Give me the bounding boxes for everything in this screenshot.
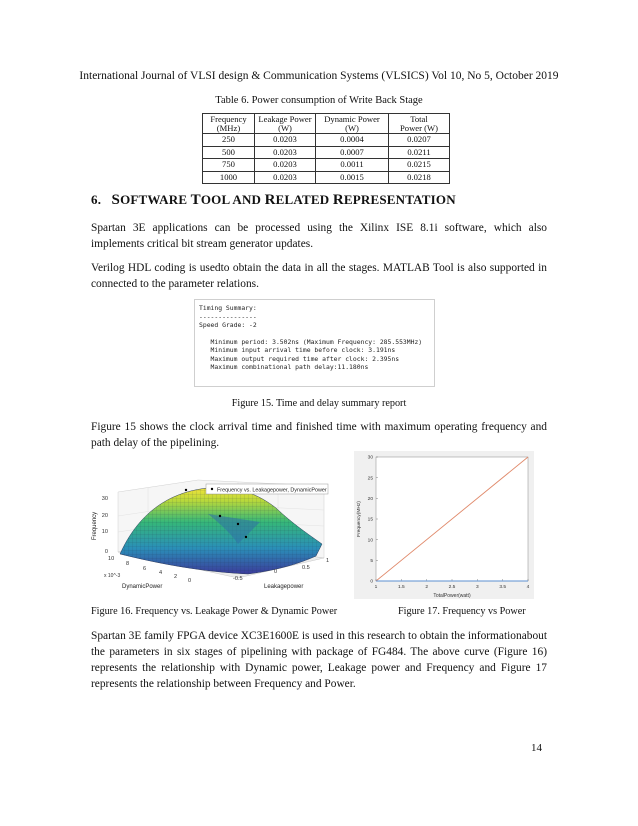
table-cell: 250 bbox=[203, 134, 255, 147]
surface-plot bbox=[88, 474, 350, 594]
x-tick: 4 bbox=[159, 570, 163, 576]
paragraph-3: Figure 15 shows the clock arrival time and finished time with maximum operating frequency and path delay of the pipelining. bbox=[91, 421, 547, 449]
z-tick: 0 bbox=[104, 549, 108, 555]
table-cell: 0.0207 bbox=[389, 134, 450, 147]
y-tick-label: 15 bbox=[367, 517, 373, 523]
y-axis-label: Leakagepower bbox=[264, 584, 304, 590]
y-tick-label: 30 bbox=[367, 455, 373, 461]
table-cell: 0.0203 bbox=[255, 134, 316, 147]
x-axis-label: DynamicPower bbox=[122, 584, 163, 590]
timing-line: Minimum period: 3.502ns (Maximum Frequency: 285.553MHz) bbox=[199, 337, 423, 346]
x-tick: 2 bbox=[174, 574, 178, 580]
table-row bbox=[203, 171, 450, 184]
data-point bbox=[245, 536, 247, 538]
timing-line: Maximum output required time after clock: 2.395ns bbox=[199, 354, 400, 363]
table-cell: 500 bbox=[203, 146, 255, 159]
x-exponent: x 10^-3 bbox=[104, 573, 121, 579]
figure-15-caption: Figure 15. Time and delay summary report bbox=[231, 398, 407, 409]
table-row bbox=[203, 134, 450, 147]
timing-report bbox=[194, 299, 435, 387]
z-tick: 30 bbox=[101, 496, 108, 502]
z-tick: 10 bbox=[101, 529, 108, 535]
y-tick-label: 20 bbox=[367, 496, 373, 502]
table-cell: 1000 bbox=[203, 171, 255, 184]
timing-line: Minimum input arrival time before clock: 3.191ns bbox=[199, 346, 396, 354]
table-row bbox=[203, 159, 450, 172]
table-cell: 0.0004 bbox=[316, 134, 389, 147]
y-tick: 1 bbox=[326, 558, 330, 564]
y-tick-label: 10 bbox=[367, 538, 373, 544]
paragraph-4: Spartan 3E family FPGA device XC3E1600E is used in this research to obtain the informationabout the parameters in six stages of pipelining with package of FG484. The above curve (Figure 16) represents the relationship with Dynamic power, Leakage power and Frequency and Figure 17 represents the relationship between Frequency and Power. bbox=[91, 630, 547, 690]
paragraph-1: Spartan 3E applications can be processed using the Xilinx ISE 8.1i software, which also implements critical bit stream generator updates. bbox=[91, 222, 547, 250]
col-frequency: Frequency (MHz) bbox=[203, 114, 255, 134]
power-table bbox=[202, 113, 450, 184]
page-number: 14 bbox=[531, 742, 542, 754]
x-tick: 6 bbox=[143, 566, 147, 572]
table-cell: 0.0011 bbox=[316, 159, 389, 172]
data-point bbox=[237, 523, 239, 525]
x-tick-label: 3.5 bbox=[499, 585, 507, 590]
paragraph-2: Verilog HDL coding is usedto obtain the data in all the stages. MATLAB Tool is also supported in connected to the parameter relations. bbox=[91, 262, 547, 290]
journal-header: International Journal of VLSI design & Communication Systems (VLSICS) Vol 10, No 5, October 2019 bbox=[79, 70, 559, 82]
x-tick-label: 3 bbox=[475, 585, 479, 590]
y-axis-label: Frequency(MHz) bbox=[357, 501, 362, 537]
table-cell: 0.0203 bbox=[255, 146, 316, 159]
x-tick: 8 bbox=[126, 561, 130, 567]
x-tick-label: 1 bbox=[374, 585, 378, 590]
x-axis-label: TotalPower(watt) bbox=[433, 593, 471, 599]
frequency-power-chart bbox=[354, 451, 534, 599]
timing-line: --------------- bbox=[199, 312, 257, 321]
x-tick-label: 2.5 bbox=[448, 585, 456, 590]
timing-line: Timing Summary: bbox=[199, 304, 257, 312]
table-caption: Table 6. Power consumption of Write Back Stage bbox=[215, 95, 423, 106]
data-point bbox=[219, 515, 221, 517]
y-tick: -0.5 bbox=[233, 576, 243, 582]
y-tick: 0.5 bbox=[302, 565, 310, 571]
table-cell: 750 bbox=[203, 159, 255, 172]
x-tick-label: 4 bbox=[526, 585, 530, 590]
z-axis-label: Frequency bbox=[92, 511, 98, 541]
y-tick-label: 0 bbox=[370, 579, 373, 585]
table-cell: 0.0007 bbox=[316, 146, 389, 159]
table-cell: 0.0015 bbox=[316, 171, 389, 184]
figure-16-caption: Figure 16. Frequency vs. Leakage Power & Dynamic Power bbox=[91, 606, 338, 617]
figure-17-caption: Figure 17. Frequency vs Power bbox=[398, 606, 526, 617]
table-cell: 0.0215 bbox=[389, 159, 450, 172]
y-tick-label: 5 bbox=[370, 558, 373, 564]
legend-label: Frequency vs. Leakagepower, DynamicPower bbox=[217, 487, 327, 494]
table-cell: 0.0203 bbox=[255, 171, 316, 184]
table-header-row bbox=[203, 114, 450, 134]
y-tick: 0 bbox=[274, 569, 278, 575]
data-point bbox=[185, 489, 187, 491]
col-leakage-power: Leakage Power (W) bbox=[255, 114, 316, 134]
table-cell: 0.0203 bbox=[255, 159, 316, 172]
table-cell: 0.0211 bbox=[389, 146, 450, 159]
x-tick: 10 bbox=[108, 556, 115, 562]
x-tick-label: 2 bbox=[425, 585, 429, 590]
table-cell: 0.0218 bbox=[389, 171, 450, 184]
x-tick: 0 bbox=[188, 578, 192, 584]
timing-line: Maximum combinational path delay:11.180ns bbox=[199, 363, 369, 371]
col-total-power: Total Power (W) bbox=[389, 114, 450, 134]
table-row bbox=[203, 146, 450, 159]
section-heading: 6. SOFTWARE TOOL AND RELATED REPRESENTATION bbox=[91, 192, 456, 208]
z-tick: 20 bbox=[101, 513, 108, 519]
section-number: 6. bbox=[91, 192, 102, 207]
legend-marker bbox=[211, 488, 213, 490]
y-tick-label: 25 bbox=[367, 476, 373, 482]
x-tick-label: 1.5 bbox=[397, 585, 405, 590]
timing-line: Speed Grade: -2 bbox=[199, 321, 257, 329]
col-dynamic-power: Dynamic Power (W) bbox=[316, 114, 389, 134]
